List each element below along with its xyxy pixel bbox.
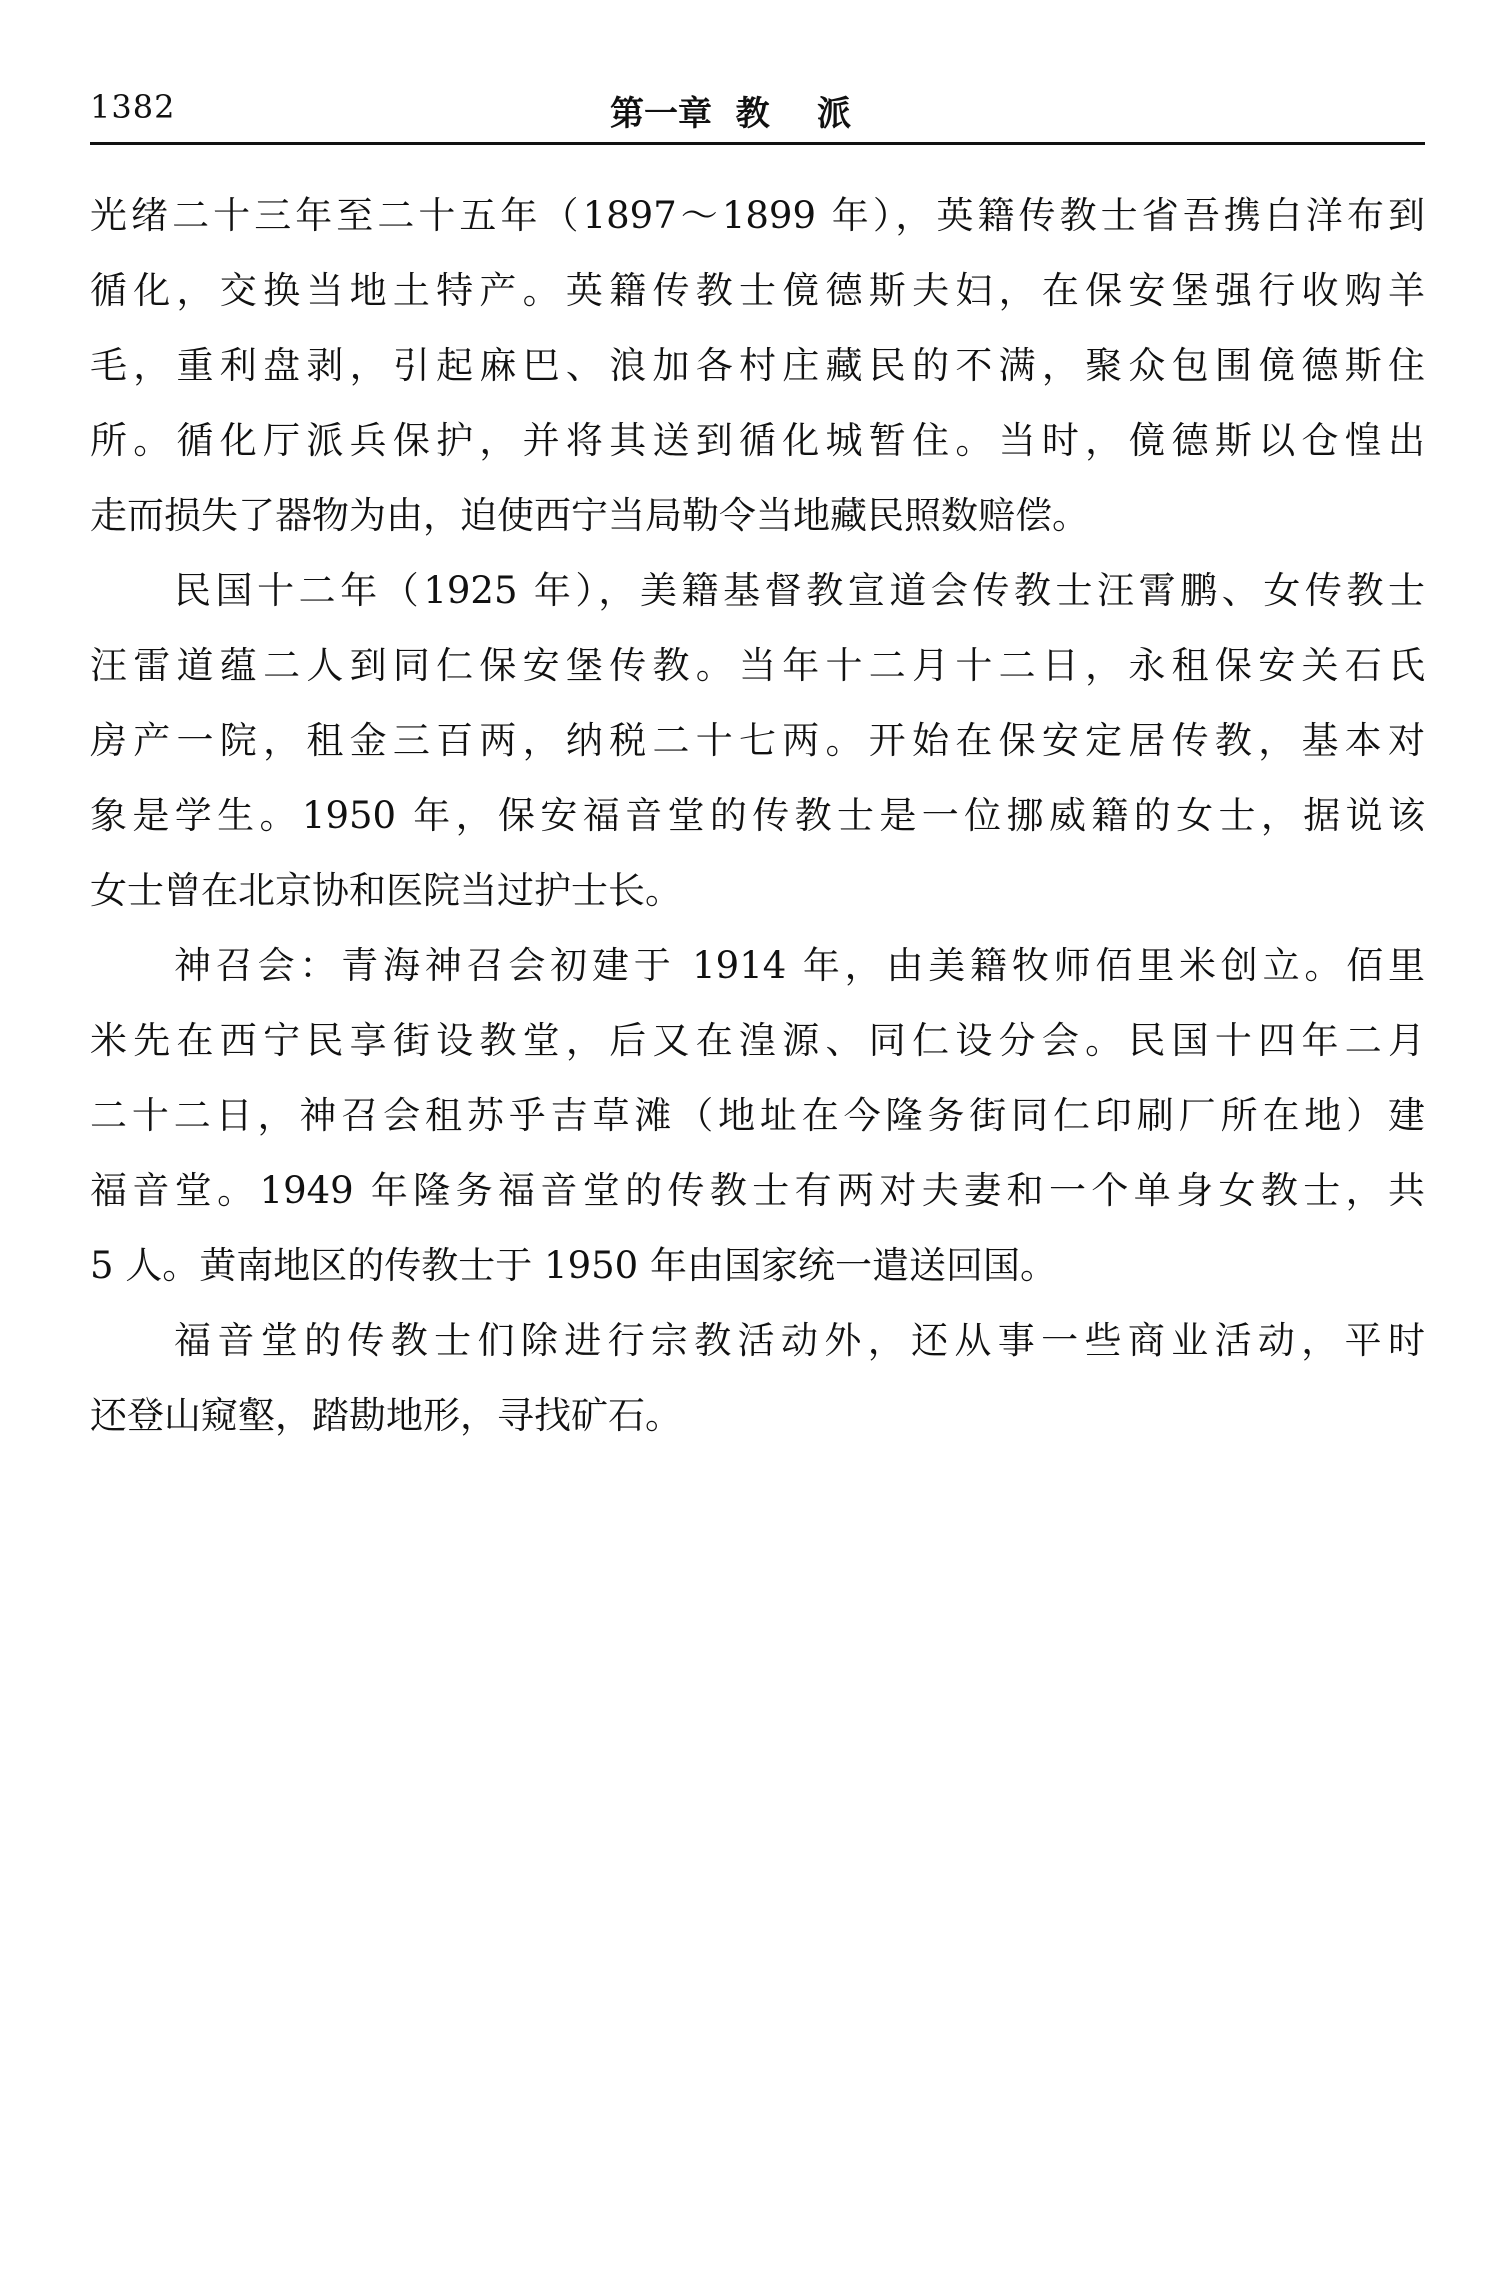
text-line: 房产一院，租金三百两，纳税二十七两。开始在保安定居传教，基本对 [90,719,1425,762]
text-line: 毛，重利盘剥，引起麻巴、浪加各村庄藏民的不满，聚众包围傹德斯住 [90,344,1425,387]
text-line: 民国十二年（1925 年），美籍基督教宣道会传教士汪霄鹏、女传教士 [174,569,1425,612]
paragraph [90,553,1425,928]
text-line: 汪雷道蕴二人到同仁保安堡传教。当年十二月十二日，永租保安关石氏 [90,644,1425,687]
text-line: 福音堂。1949 年隆务福音堂的传教士有两对夫妻和一个单身女教士，共 [90,1169,1425,1212]
running-title: 第一章 教 派 [610,94,852,134]
text-line: 所。循化厅派兵保护，并将其送到循化城暂住。当时，傹德斯以仓惶出 [90,419,1425,462]
text-line: 象是学生。1950 年，保安福音堂的传教士是一位挪威籍的女士，据说该 [90,794,1425,837]
text-line: 福音堂的传教士们除进行宗教活动外，还从事一些商业活动，平时 [174,1319,1425,1362]
text-line: 米先在西宁民享街设教堂，后又在湟源、同仁设分会。民国十四年二月 [90,1019,1425,1062]
paragraph [90,1303,1425,1453]
text-line: 光绪二十三年至二十五年（1897～1899 年），英籍传教士省吾携白洋布到 [90,194,1425,237]
page-number: 1382 [90,88,176,126]
paragraph [90,928,1425,1303]
text-line: 二十二日，神召会租苏乎吉草滩（地址在今隆务街同仁印刷厂所在地）建 [90,1094,1425,1137]
paragraph [90,178,1425,553]
header-rule [90,142,1425,145]
text-line: 女士曾在北京协和医院当过护士长。 [90,869,682,912]
text-line: 还登山窥壑，踏勘地形，寻找矿石。 [90,1394,682,1437]
text-line: 5 人。黄南地区的传教士于 1950 年由国家统一遣送回国。 [90,1244,1057,1287]
text-line: 循化，交换当地土特产。英籍传教士傹德斯夫妇，在保安堡强行收购羊 [90,269,1425,312]
body-text [90,178,1425,1453]
text-line: 走而损失了器物为由，迫使西宁当局勒令当地藏民照数赔偿。 [90,494,1089,537]
text-line: 神召会：青海神召会初建于 1914 年，由美籍牧师佰里米创立。佰里 [174,944,1425,987]
page-header [90,82,1425,144]
